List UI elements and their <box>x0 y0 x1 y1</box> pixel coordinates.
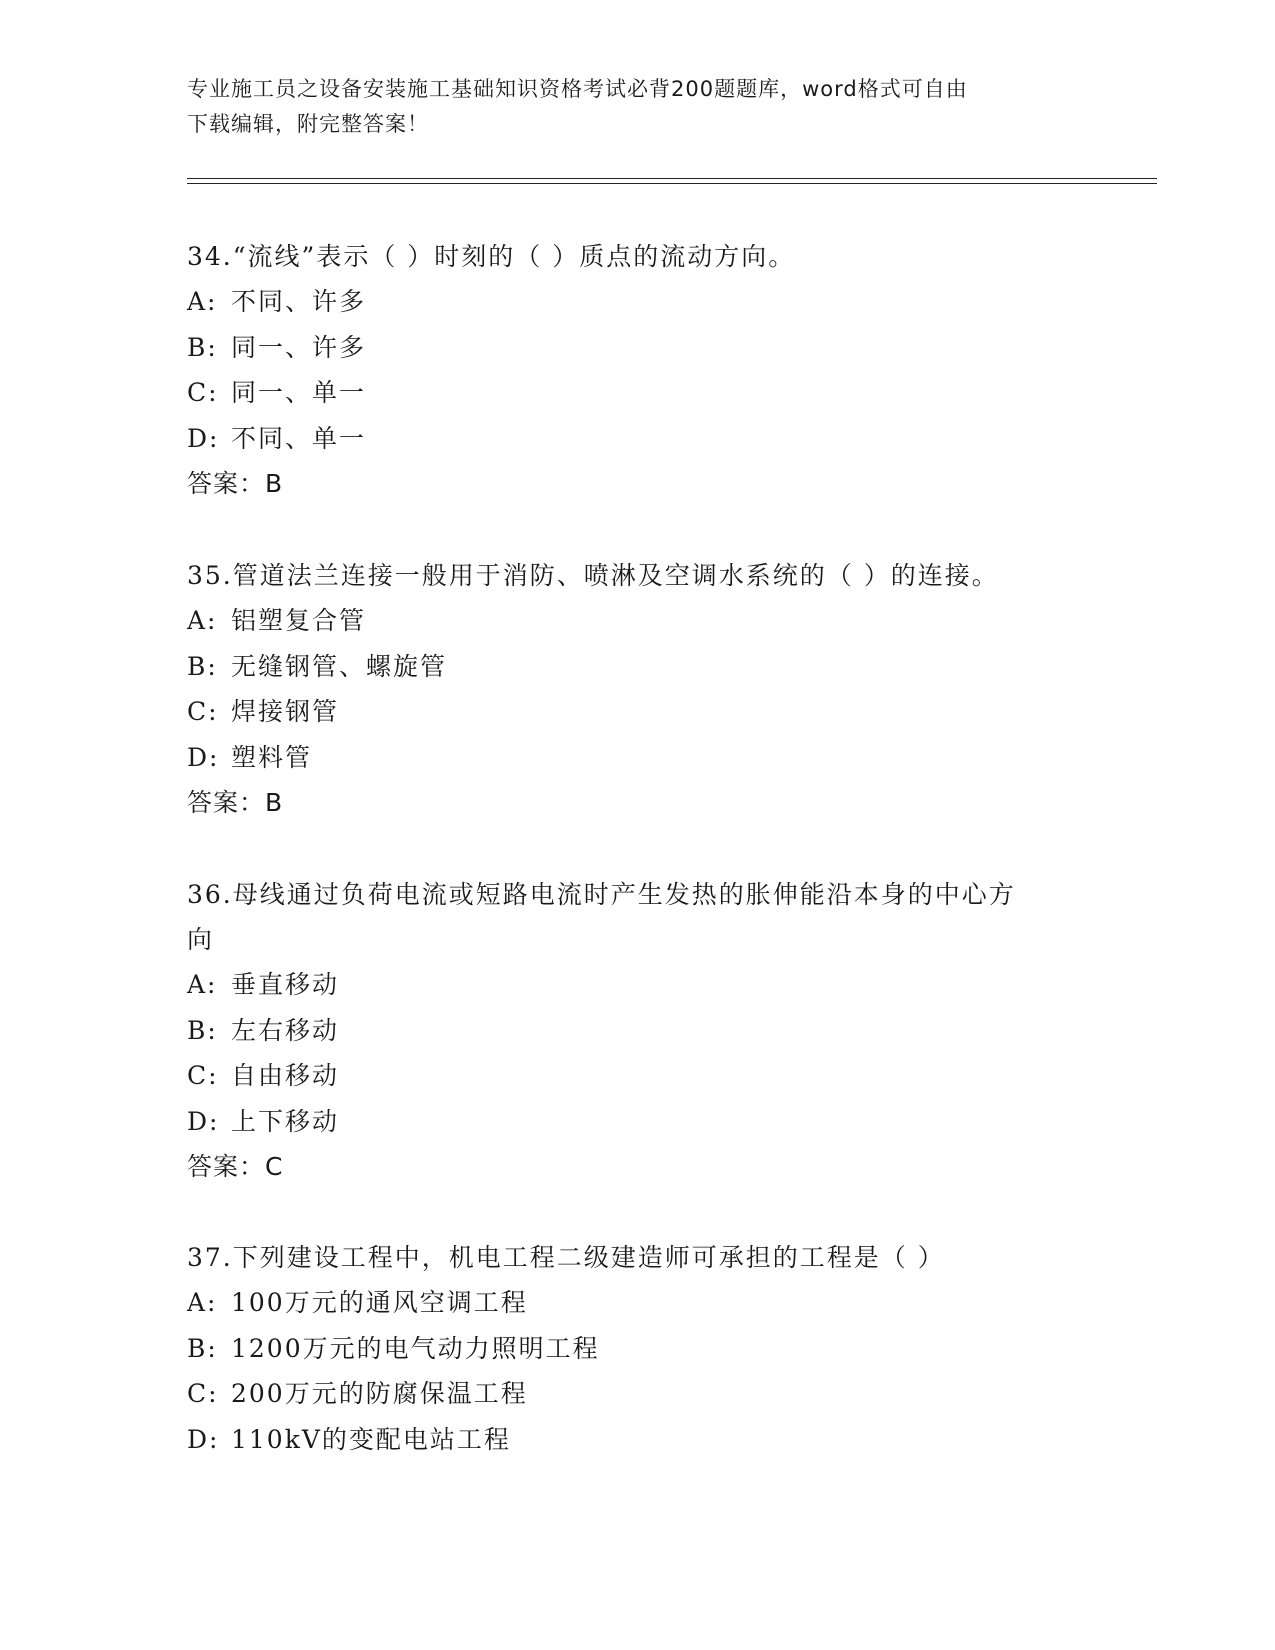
header-line-2: 下载编辑，附完整答案！ <box>187 112 429 136</box>
option-text: 不同、许多 <box>231 287 367 316</box>
option-c <box>187 689 1087 735</box>
header-divider-bottom <box>187 183 1157 184</box>
option-a <box>187 279 1087 325</box>
option-text: 铝塑复合管 <box>231 606 367 635</box>
option-d <box>187 416 1087 462</box>
option-text: 左右移动 <box>231 1015 340 1045</box>
option-text: 无缝钢管、螺旋管 <box>231 651 448 681</box>
option-letter: D: <box>187 1424 220 1454</box>
question-stem: 36.母线通过负荷电流或短路电流时产生发热的胀伸能沿本身的中心方 <box>187 880 1016 909</box>
option-letter: B: <box>187 1333 218 1363</box>
option-letter: D: <box>187 1106 220 1136</box>
option-text: 200万元的防腐保温工程 <box>231 1379 528 1408</box>
header-divider-top <box>187 178 1157 179</box>
option-c <box>187 1371 1087 1417</box>
option-a <box>187 1280 1087 1326</box>
option-b <box>187 644 1087 690</box>
question-34 <box>187 234 1087 507</box>
option-letter: C: <box>187 378 219 407</box>
option-letter: D: <box>187 742 220 772</box>
question-36 <box>187 872 1087 1190</box>
option-b <box>187 325 1087 371</box>
option-c <box>187 370 1087 416</box>
option-d <box>187 1417 1087 1463</box>
question-35 <box>187 553 1087 826</box>
option-b <box>187 1326 1087 1372</box>
option-d <box>187 1099 1087 1145</box>
option-text: 同一、许多 <box>231 332 367 362</box>
option-letter: A: <box>187 287 218 316</box>
question-stem-continued: 向 <box>187 925 215 954</box>
option-letter: C: <box>187 697 219 726</box>
answer: 答案：B <box>187 788 284 817</box>
answer: 答案：C <box>187 1152 284 1181</box>
question-stem: 34.“流线”表示（ ）时刻的（ ）质点的流动方向。 <box>187 242 796 271</box>
option-letter: B: <box>187 651 218 681</box>
option-text: 同一、单一 <box>231 378 367 407</box>
option-letter: B: <box>187 332 218 362</box>
option-letter: C: <box>187 1379 219 1408</box>
option-letter: C: <box>187 1061 219 1090</box>
document-header <box>187 72 1067 142</box>
option-letter: A: <box>187 606 218 635</box>
option-text: 垂直移动 <box>231 970 340 999</box>
option-letter: A: <box>187 1288 218 1317</box>
option-text: 自由移动 <box>231 1061 340 1090</box>
option-text: 焊接钢管 <box>231 697 340 726</box>
option-letter: B: <box>187 1015 218 1045</box>
header-line-1: 专业施工员之设备安装施工基础知识资格考试必背200题题库，word格式可自由 <box>187 77 968 101</box>
option-d <box>187 735 1087 781</box>
option-text: 110kV的变配电站工程 <box>231 1424 511 1454</box>
option-text: 塑料管 <box>231 742 313 772</box>
option-a <box>187 962 1087 1008</box>
option-c <box>187 1053 1087 1099</box>
question-stem: 35.管道法兰连接一般用于消防、喷淋及空调水系统的（ ）的连接。 <box>187 561 999 590</box>
option-text: 上下移动 <box>231 1106 340 1136</box>
question-37 <box>187 1235 1087 1462</box>
option-a <box>187 598 1087 644</box>
option-letter: D: <box>187 423 220 453</box>
option-text: 不同、单一 <box>231 423 367 453</box>
option-letter: A: <box>187 970 218 999</box>
option-text: 100万元的通风空调工程 <box>231 1288 528 1317</box>
option-text: 1200万元的电气动力照明工程 <box>231 1333 600 1363</box>
answer: 答案：B <box>187 469 284 498</box>
option-b <box>187 1008 1087 1054</box>
question-stem: 37.下列建设工程中，机电工程二级建造师可承担的工程是（ ） <box>187 1243 945 1272</box>
